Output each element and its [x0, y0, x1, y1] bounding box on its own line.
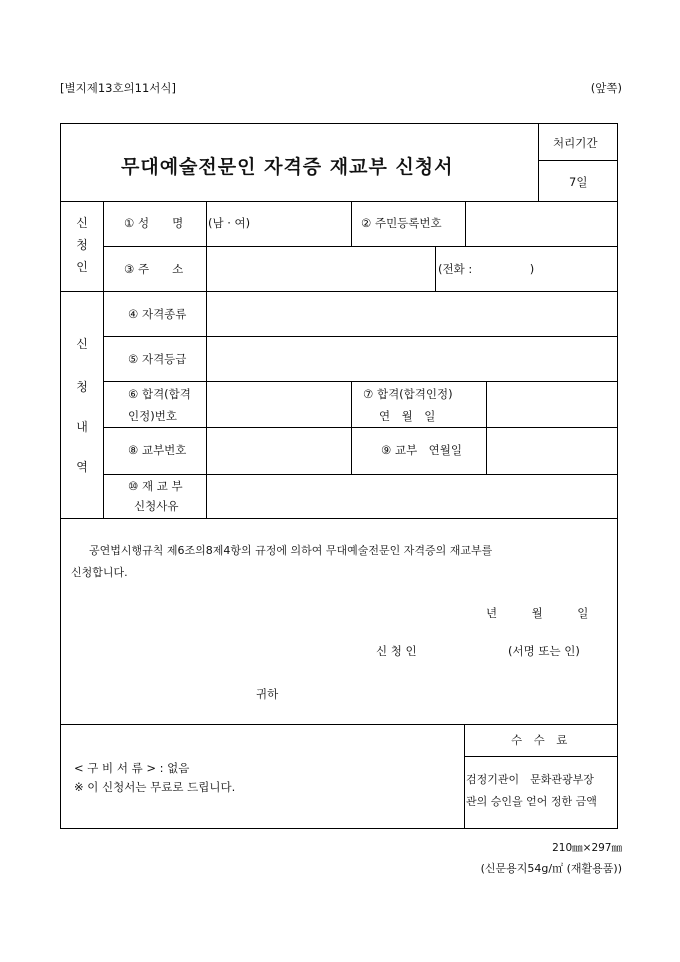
- pass-date-label-2: 연 월 일: [379, 409, 436, 423]
- required-documents: < 구 비 서 류 > : 없음: [74, 761, 190, 775]
- details-label-4: 역: [76, 460, 88, 474]
- paper-size: 210㎜×297㎜: [552, 842, 622, 854]
- qualification-type-field[interactable]: [207, 292, 618, 336]
- processing-period-value: 7일: [569, 175, 588, 189]
- fee-text-2: 관의 승인을 얻어 정한 금액: [466, 795, 597, 808]
- qualification-type-label: ④ 자격종류: [128, 307, 187, 321]
- form-number: [별지제13호의11서식]: [60, 81, 177, 95]
- issue-number-field[interactable]: [207, 428, 351, 474]
- application-form: [60, 123, 618, 829]
- recipient-label: 귀하: [256, 687, 279, 701]
- resident-number-field[interactable]: [466, 202, 618, 246]
- applicant-label-1: 신: [76, 216, 88, 230]
- application-date[interactable]: 년 월 일: [486, 606, 589, 620]
- pass-number-field[interactable]: [207, 382, 351, 427]
- reissue-reason-label-1: ⑩ 재 교 부: [128, 479, 183, 493]
- processing-period-label: 처리기간: [553, 136, 598, 150]
- qualification-grade-label: ⑤ 자격등급: [128, 352, 187, 366]
- details-label-1: 신: [76, 337, 88, 351]
- issue-number-label: ⑧ 교부번호: [128, 443, 187, 457]
- pass-number-label-2: 인정)번호: [128, 409, 177, 423]
- reissue-reason-label-2: 신청사유: [134, 499, 179, 513]
- reissue-reason-field[interactable]: [207, 475, 618, 518]
- phone-field[interactable]: (전화 : ): [438, 262, 535, 276]
- page-side-label: (앞쪽): [590, 81, 622, 95]
- applicant-signature-label: 신 청 인: [376, 644, 417, 658]
- details-label-2: 청: [76, 380, 88, 394]
- pass-date-label-1: ⑦ 합격(합격인정): [363, 387, 453, 401]
- applicant-label-3: 인: [76, 260, 88, 274]
- paper-material: (신문용지54g/㎡ (재활용품)): [480, 862, 622, 875]
- statement-line-2: 신청합니다.: [71, 566, 128, 579]
- qualification-grade-field[interactable]: [207, 337, 618, 381]
- resident-number-label: ② 주민등록번호: [361, 216, 442, 230]
- signature-field[interactable]: (서명 또는 인): [508, 644, 580, 658]
- fee-label: 수 수 료: [511, 733, 568, 747]
- free-form-note: ※ 이 신청서는 무료로 드립니다.: [74, 780, 236, 794]
- address-field[interactable]: [207, 247, 435, 291]
- applicant-label-2: 청: [76, 238, 88, 252]
- details-label-3: 내: [76, 420, 88, 434]
- statement-line-1: 공연법시행규칙 제6조의8제4항의 규정에 의하여 무대예술전문인 자격증의 재교부를: [89, 544, 493, 557]
- name-label: ① 성 명: [124, 216, 184, 230]
- address-label: ③ 주 소: [124, 262, 184, 276]
- issue-date-field[interactable]: [487, 428, 618, 474]
- pass-number-label-1: ⑥ 합격(합격: [128, 387, 191, 401]
- name-field[interactable]: (남 · 여): [208, 216, 251, 230]
- pass-date-field[interactable]: [487, 382, 618, 427]
- fee-text-1: 검정기관이 문화관광부장: [466, 773, 594, 786]
- form-title: 무대예술전문인 자격증 재교부 신청서: [121, 156, 454, 178]
- issue-date-label: ⑨ 교부 연월일: [381, 443, 463, 457]
